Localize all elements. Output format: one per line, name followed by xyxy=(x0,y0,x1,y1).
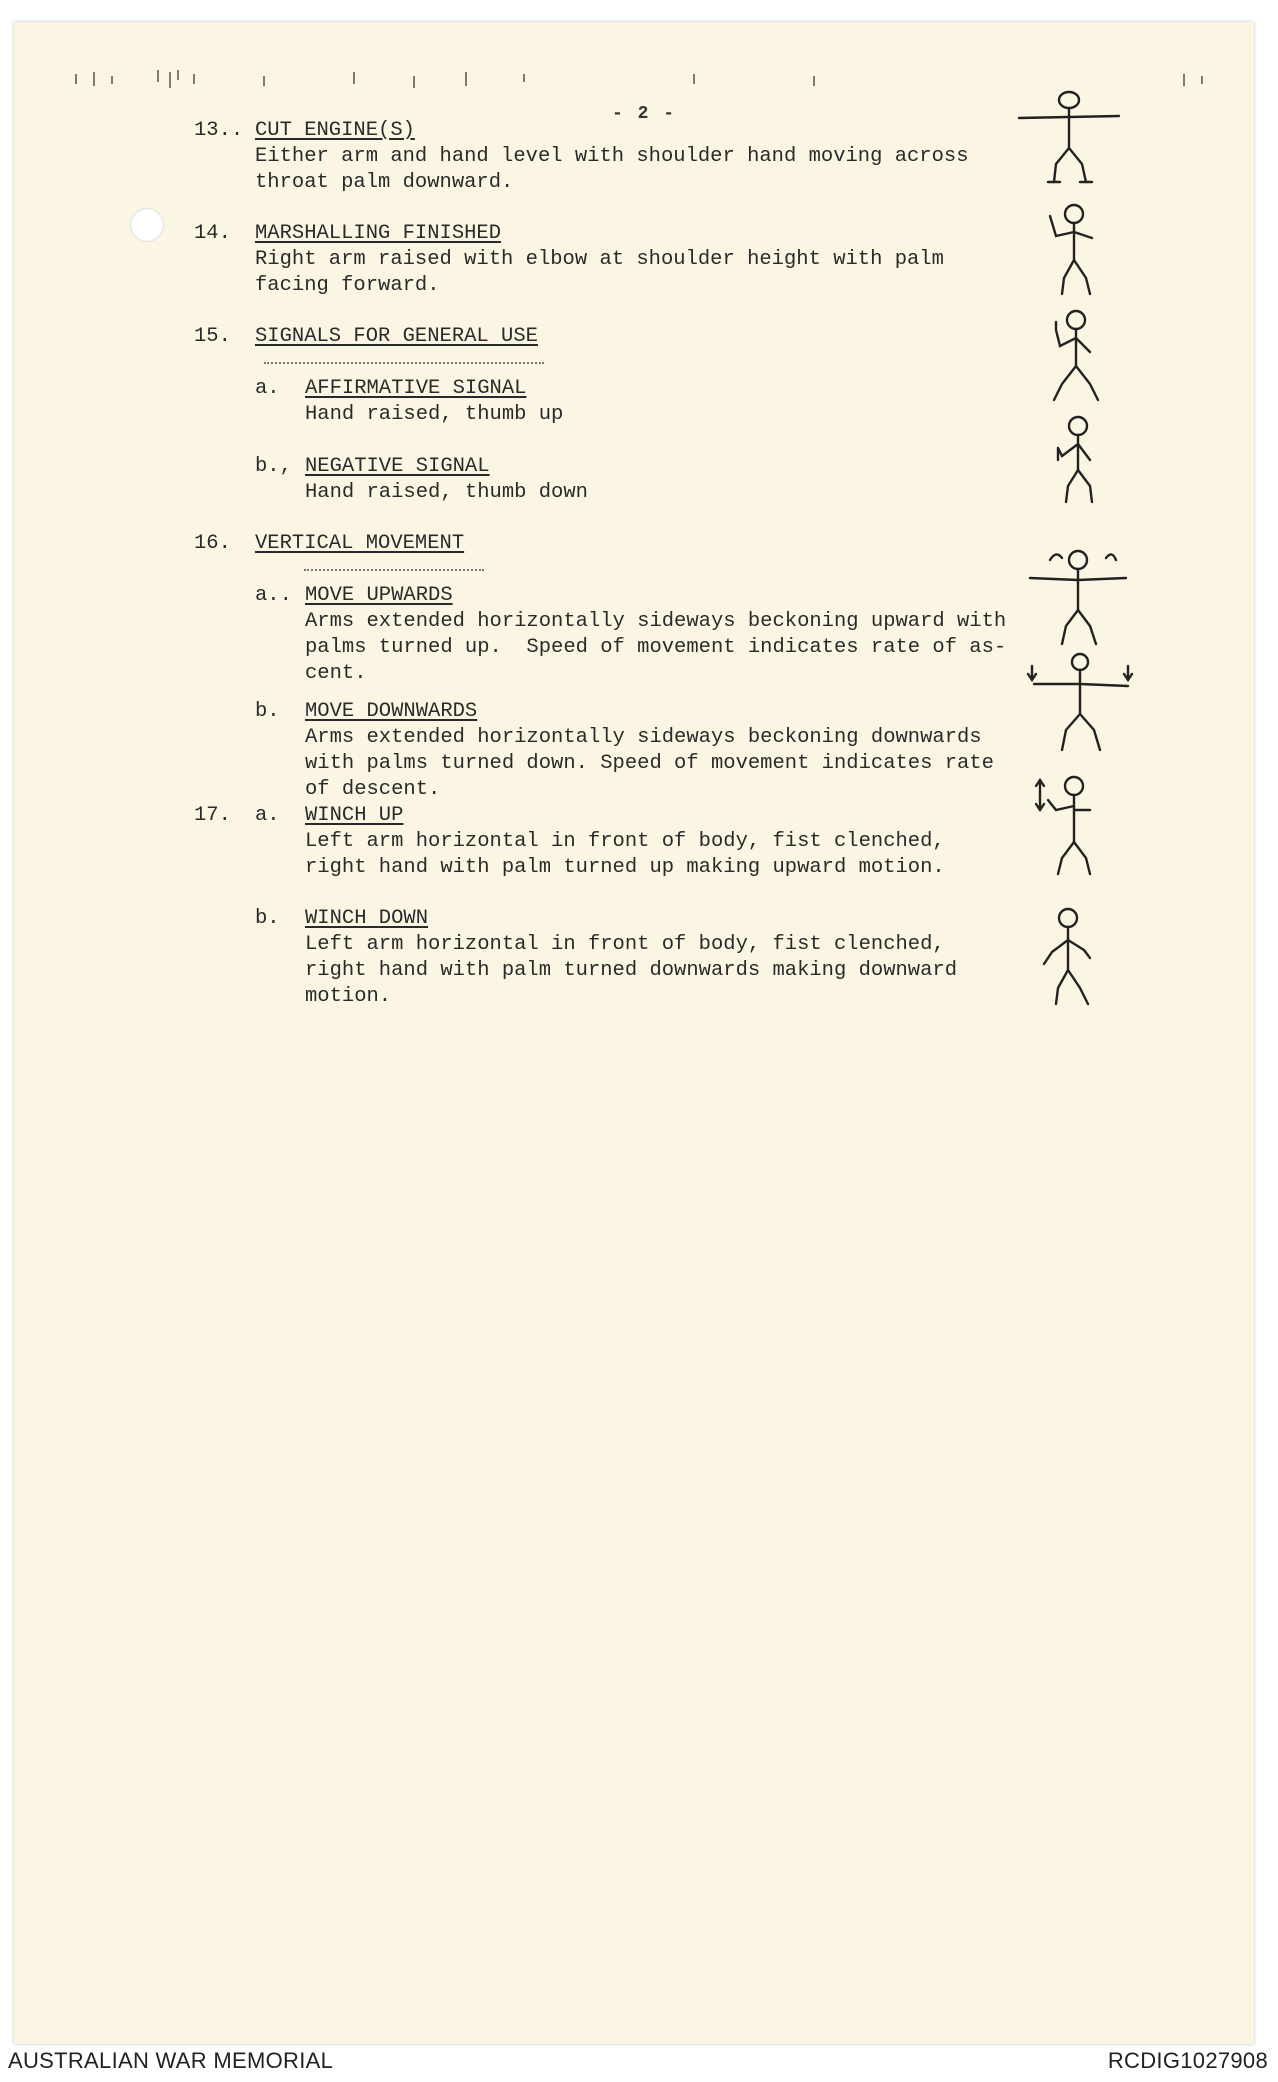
item-title: CUT ENGINE(S) xyxy=(255,119,415,142)
sub-item-text-line: Hand raised, thumb up xyxy=(305,403,564,426)
sub-item-letter: a. xyxy=(255,377,280,400)
punch-hole xyxy=(130,208,164,242)
cut-engine-figure-icon xyxy=(1014,88,1124,193)
winch-up-figure-icon xyxy=(1030,760,1110,885)
sub-item-letter: b. xyxy=(255,907,280,930)
item-number: 17. xyxy=(194,804,231,827)
sub-item-letter: b., xyxy=(255,455,292,478)
dotted-rule xyxy=(264,360,544,364)
sub-item-letter: a.. xyxy=(255,584,292,607)
sub-item-text-line: Left arm horizontal in front of body, fist clenched, xyxy=(305,830,945,853)
item-number: 15. xyxy=(194,325,231,348)
sub-item-letter: a. xyxy=(255,804,280,827)
item-number: 14. xyxy=(194,222,231,245)
sub-item-title: WINCH DOWN xyxy=(305,907,429,930)
item-title: MARSHALLING FINISHED xyxy=(255,222,502,245)
item-title: VERTICAL MOVEMENT xyxy=(255,532,465,555)
sub-item-title: NEGATIVE SIGNAL xyxy=(305,455,490,478)
footer-record-id: RCDIG1027908 xyxy=(1107,2048,1268,2073)
sub-item-text-line: Arms extended horizontally sideways beckoning downwards xyxy=(305,726,982,749)
move-upwards-figure-icon xyxy=(1022,540,1134,655)
sub-item-text-line: right hand with palm turned downwards making downward xyxy=(305,959,958,982)
sub-item-title: AFFIRMATIVE SIGNAL xyxy=(305,377,527,400)
sub-item-title: WINCH UP xyxy=(305,804,404,827)
item-text-line: Either arm and hand level with shoulder hand moving across xyxy=(255,145,969,168)
marshalling-finished-figure-icon xyxy=(1034,198,1114,303)
sub-item-text-line: Hand raised, thumb down xyxy=(305,481,588,504)
move-downwards-figure-icon xyxy=(1024,650,1136,765)
sub-item-text-line: with palms turned down. Speed of movement indicates rate xyxy=(305,752,994,775)
thumb-up-figure-icon xyxy=(1034,304,1114,409)
sub-item-text-line: cent. xyxy=(305,662,367,685)
item-text-line: throat palm downward. xyxy=(255,171,514,194)
footer-archive-name: AUSTRALIAN WAR MEMORIAL xyxy=(8,2048,334,2073)
sub-item-letter: b. xyxy=(255,700,280,723)
item-text-line: Right arm raised with elbow at shoulder height with palm xyxy=(255,248,944,271)
sub-item-text-line: right hand with palm turned up making upward motion. xyxy=(305,856,945,879)
item-text-line: facing forward. xyxy=(255,274,440,297)
item-number: 13.. xyxy=(194,119,244,142)
document-page xyxy=(14,22,1254,2044)
sub-item-text-line: Arms extended horizontally sideways beckoning upward with xyxy=(305,610,1007,633)
sub-item-text-line: motion. xyxy=(305,985,392,1008)
winch-down-figure-icon xyxy=(1030,900,1110,1025)
item-number: 16. xyxy=(194,532,231,555)
sub-item-title: MOVE DOWNWARDS xyxy=(305,700,478,723)
thumb-down-figure-icon xyxy=(1040,404,1110,509)
sub-item-title: MOVE UPWARDS xyxy=(305,584,453,607)
sub-item-text-line: palms turned up. Speed of movement indicates rate of as- xyxy=(305,636,1007,659)
dotted-rule xyxy=(304,567,484,571)
page-number: - 2 - xyxy=(612,104,677,124)
item-title: SIGNALS FOR GENERAL USE xyxy=(255,325,538,348)
sub-item-text-line: of descent. xyxy=(305,778,441,801)
sub-item-text-line: Left arm horizontal in front of body, fist clenched, xyxy=(305,933,945,956)
